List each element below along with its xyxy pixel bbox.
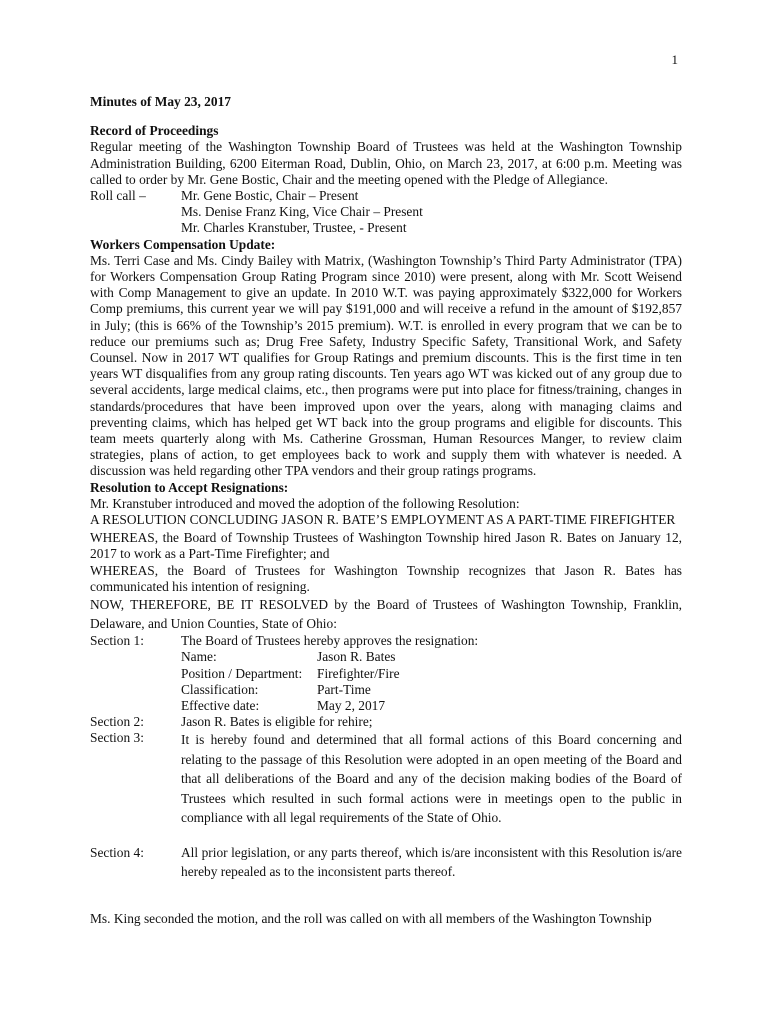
page-number: 1 [671,52,678,67]
section-1 [90,633,682,714]
roll-call-member: Mr. Charles Kranstuber, Trustee, - Present [181,220,407,236]
section-label: Section 1: [90,633,144,649]
resignation-field [181,649,682,665]
proceedings-text: Regular meeting of the Washington Township Board of Trustees was held at the Washington Township Administration Building, 6200 Eiterman Road, Dublin, Ohio, on March 23, 2017, at 6:00 p.m. Meeting was called to order by Mr. Gene Bostic, Chair and the meeting opened with the Pledge of Allegiance. [90,139,682,187]
workers-comp-text: Ms. Terri Case and Ms. Cindy Bailey with Matrix, (Washington Township’s Third Party Administrator (TPA) for Workers Compensation Group Rating Program since 2010) were present, along with Mr. Scott Weisend with Comp Management to give an update. In 2010 W.T. was paying approximately $322,000 for Workers Comp premiums, this current year we will pay $191,000 and will receive a refund in the amount of $192,857 in July; (this is 66% of the Township’s 2015 premium). W.T. is enrolled in every program that we can be to reduce our premiums such as; Drug Free Safety, Industry Specific Safety, Transitional Work, and Safety Counsel. Now in 2017 WT qualifies for Group Ratings and premium discounts. This is the first time in ten years WT disqualifies from any group rating discounts. Ten years ago WT was kicked out of any group due to several accidents, large medical claims, etc., then programs were put into place for fitness/training, changes in standards/procedures that have been improved upon over the years, along with managing claims and preventing claims, which has helped get WT back into the group programs and eligible for discounts. This team meets quarterly along with Ms. Catherine Grossman, Human Resources Manger, to review claim strategies, plans of action, to get employees back to work and supply them with whatever is needed. A discussion was held regarding other TPA vendors and their group ratings programs. [90,252,682,479]
section-1-body [181,633,682,714]
proceedings-heading: Record of Proceedings [90,123,219,139]
field-key: Classification: [181,681,259,697]
section-label: Section 4: [90,844,144,860]
field-value: Part-Time [317,681,371,697]
roll-call-list [181,188,423,237]
section-label: Section 3: [90,730,144,746]
section-3 [90,730,682,828]
roll-call [90,188,682,237]
page-title: Minutes of May 23, 2017 [90,94,231,109]
section-text: Jason R. Bates is eligible for rehire; [181,714,373,730]
field-value: Firefighter/Fire [317,665,400,681]
whereas-clause-2: WHEREAS, the Board of Trustees for Washington Township recognizes that Jason R. Bates has communicated his intention of resigning. [90,562,682,594]
resignation-intro: Mr. Kranstuber introduced and moved the adoption of the following Resolution: [90,495,520,511]
field-key: Effective date: [181,697,260,713]
section-2 [90,714,682,730]
field-key: Name: [181,649,217,665]
field-value: Jason R. Bates [317,649,396,665]
roll-call-label: Roll call – [90,188,146,204]
section-text: All prior legislation, or any parts thereof, which is/are inconsistent with this Resolution is/are hereby repealed as to the inconsistent parts thereof. [181,844,682,880]
closing-text: Ms. King seconded the motion, and the roll was called on with all members of the Washington Township [90,910,652,926]
section-4 [90,843,682,882]
resolved-clause: NOW, THEREFORE, BE IT RESOLVED by the Board of Trustees of Washington Township, Franklin, Delaware, and Union Counties, State of Ohio: [90,597,682,632]
resolution-title: A RESOLUTION CONCLUDING JASON R. BATE’S EMPLOYMENT AS A PART-TIME FIREFIGHTER [90,512,676,528]
resignation-field [181,666,682,682]
whereas-clause-1: WHEREAS, the Board of Township Trustees of Washington Township hired Jason R. Bates on January 12, 2017 to work as a Part-Time Firefighter; and [90,530,682,562]
field-value: May 2, 2017 [317,697,386,713]
roll-call-member: Mr. Gene Bostic, Chair – Present [181,188,359,204]
resignation-heading: Resolution to Accept Resignations: [90,479,289,495]
minutes-body [90,94,682,927]
field-key: Position / Department: [181,665,303,681]
resignation-field [181,698,682,714]
roll-call-member: Ms. Denise Franz King, Vice Chair – Present [181,204,423,220]
workers-comp-heading: Workers Compensation Update: [90,236,276,252]
section-label: Section 2: [90,714,144,730]
section-text: It is hereby found and determined that all formal actions of this Board concerning and relating to the passage of this Resolution were adopted in an open meeting of the Board and that all deliberations of the Board and any of the decision making bodies of the Board of Trustees which resulted in such formal actions were in meetings open to the public in compliance with all legal requirements of the State of Ohio. [181,732,682,826]
resignation-field [181,682,682,698]
section-text: The Board of Trustees hereby approves the resignation: [181,633,479,649]
